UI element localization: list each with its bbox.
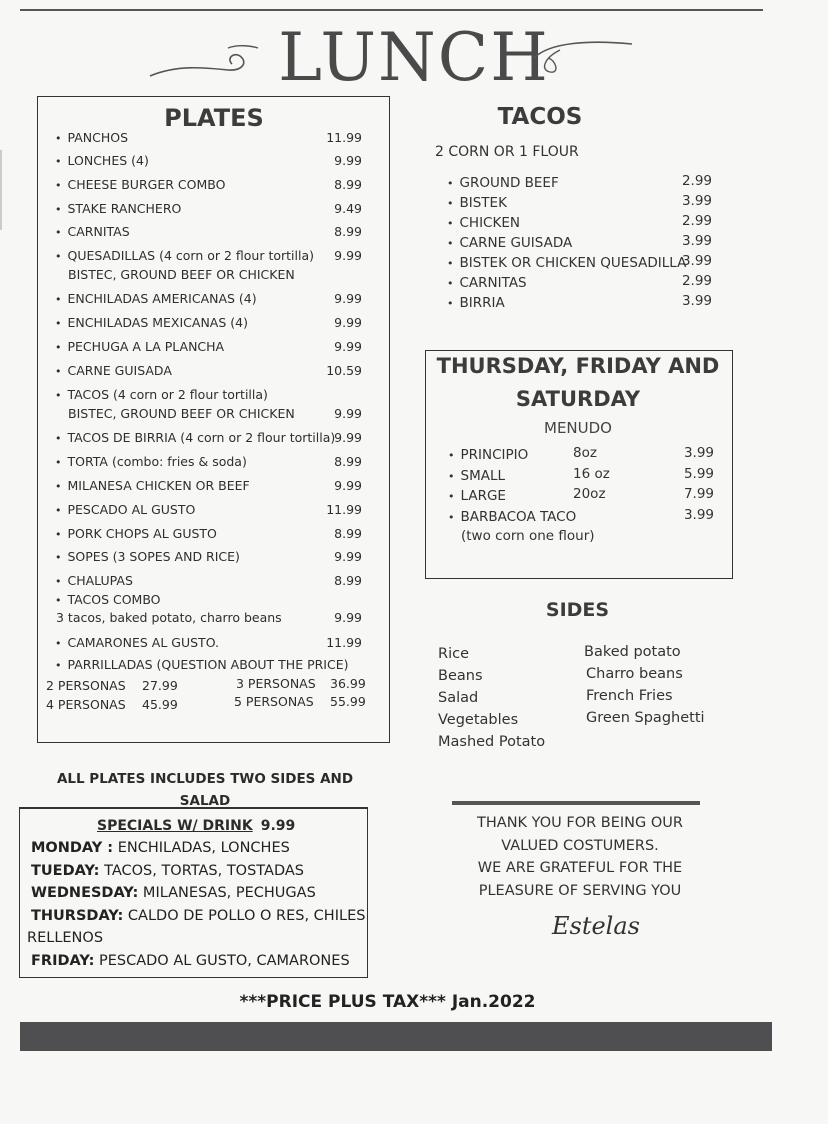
- plate-item: • CARNITAS: [55, 224, 130, 241]
- menudo-size: 16 oz: [573, 465, 610, 482]
- side-item: Mashed Potato: [438, 734, 546, 750]
- plate-price: 9.99: [334, 153, 362, 168]
- weekend-note: (two corn one flour): [461, 528, 595, 544]
- plates-heading: PLATES: [164, 104, 264, 132]
- special-day-items: ENCHILADAS, LONCHES: [113, 840, 290, 856]
- special-day-label: WEDNESDAY:: [31, 885, 139, 901]
- weekend-heading-line2: SATURDAY: [515, 387, 641, 411]
- plate-item: • PORK CHOPS AL GUSTO: [55, 526, 217, 543]
- special-day-row: [31, 882, 316, 905]
- plate-price: 9.99: [334, 610, 362, 625]
- parrillada-size: 4 PERSONAS: [46, 697, 126, 712]
- plate-item: • PANCHOS: [55, 130, 128, 147]
- special-day-items: TACOS, TORTAS, TOSTADAS: [99, 862, 304, 879]
- special-day-label: THURSDAY:: [31, 907, 124, 924]
- plate-price: 8.99: [334, 573, 362, 588]
- parrillada-price: 27.99: [142, 678, 178, 693]
- taco-item: • BISTEK: [447, 194, 507, 213]
- thank-you-line: VALUED COSTUMERS.: [501, 837, 659, 854]
- taco-price: 3.99: [681, 233, 712, 249]
- page-edge-shadow: [0, 150, 2, 230]
- side-item: Salad: [438, 690, 479, 706]
- plate-price: 9.99: [334, 430, 362, 445]
- plate-price: 11.99: [326, 635, 362, 650]
- page-title: LUNCH: [278, 19, 550, 96]
- plates-note: [55, 768, 355, 812]
- right-flourish-icon: [530, 34, 640, 82]
- menudo-price: 3.99: [683, 506, 714, 523]
- plate-item: • TACOS COMBO: [55, 592, 161, 609]
- plate-price: 8.99: [334, 177, 362, 192]
- plate-price: 9.99: [334, 291, 362, 306]
- thank-you-line: THANK YOU FOR BEING OUR: [477, 815, 683, 831]
- plate-item: • LONCHES (4): [55, 153, 149, 170]
- taco-price: 2.99: [681, 213, 712, 229]
- special-day-row: [31, 860, 304, 883]
- side-item: Baked potato: [584, 644, 681, 660]
- parrillada-size: 5 PERSONAS: [234, 694, 314, 709]
- menudo-item: • SMALL: [448, 467, 505, 486]
- taco-price: 3.99: [681, 193, 712, 209]
- weekend-heading: [425, 350, 731, 416]
- plate-price: 9.99: [334, 549, 362, 564]
- thank-you-message: [440, 812, 720, 902]
- menudo-item: • BARBACOA TACO: [448, 508, 576, 527]
- side-item: Charro beans: [586, 666, 683, 682]
- price-plus-tax-note: ***PRICE PLUS TAX*** Jan.2022: [239, 992, 536, 1012]
- plate-item: • QUESADILLAS (4 corn or 2 flour tortilla): [55, 248, 314, 265]
- menudo-price: 7.99: [683, 486, 714, 502]
- specials-price: 9.99: [260, 818, 296, 834]
- taco-price: 2.99: [681, 173, 712, 189]
- taco-item: • GROUND BEEF: [447, 174, 559, 193]
- plate-item: • PECHUGA A LA PLANCHA: [55, 339, 224, 356]
- plate-item-detail: BISTEC, GROUND BEEF OR CHICKEN: [68, 267, 295, 282]
- plate-item: • MILANESA CHICKEN OR BEEF: [55, 478, 250, 495]
- plate-price: 9.49: [334, 201, 362, 216]
- plate-item: • CAMARONES AL GUSTO.: [55, 635, 219, 652]
- plate-item: • PARRILLADAS (QUESTION ABOUT THE PRICE): [55, 657, 348, 674]
- plate-price: 10.59: [326, 363, 362, 378]
- taco-price: 3.99: [681, 253, 712, 269]
- special-day-label: TUEDAY:: [31, 862, 100, 879]
- plate-item: • TACOS (4 corn or 2 flour tortilla): [55, 387, 268, 404]
- taco-item: • CHICKEN: [447, 214, 520, 233]
- plate-item: • TACOS DE BIRRIA (4 corn or 2 flour tortilla): [55, 430, 335, 447]
- signature: Estelas: [552, 912, 640, 940]
- plate-price: 9.99: [334, 339, 362, 354]
- special-day-items: RELLENOS: [27, 930, 104, 946]
- parrillada-size: 2 PERSONAS: [46, 678, 126, 693]
- plate-price: 8.99: [334, 526, 362, 541]
- plates-note-line1: ALL PLATES INCLUDES TWO SIDES AND: [56, 771, 354, 787]
- plate-item: • CARNE GUISADA: [55, 363, 172, 380]
- weekend-heading-line1: THURSDAY, FRIDAY AND: [436, 354, 720, 378]
- menudo-item: • LARGE: [448, 487, 506, 506]
- parrillada-size: 3 PERSONAS: [236, 676, 316, 691]
- taco-item: • CARNITAS: [447, 274, 527, 293]
- plate-price: 9.99: [334, 315, 362, 330]
- tacos-heading: TACOS: [497, 104, 583, 130]
- special-day-row: [31, 905, 365, 928]
- plate-item: • TORTA (combo: fries & soda): [55, 454, 247, 471]
- special-day-label: MONDAY :: [31, 840, 114, 856]
- menudo-item: • PRINCIPIO: [448, 446, 528, 465]
- plate-price: 11.99: [326, 502, 362, 517]
- plate-price: 9.99: [334, 248, 362, 263]
- special-day-row: [31, 950, 350, 973]
- menudo-size: 8oz: [573, 445, 597, 461]
- top-rule: [20, 9, 763, 11]
- plates-note-line2: SALAD: [179, 793, 231, 809]
- plate-price: 11.99: [326, 130, 362, 145]
- plate-item: • CHEESE BURGER COMBO: [55, 177, 225, 194]
- plate-item-detail: 3 tacos, baked potato, charro beans: [56, 610, 282, 625]
- parrillada-price: 55.99: [330, 694, 366, 709]
- plate-item: • ENCHILADAS AMERICANAS (4): [55, 291, 257, 308]
- plate-item: • STAKE RANCHERO: [55, 201, 181, 218]
- taco-price: 2.99: [681, 273, 712, 289]
- sides-heading: SIDES: [545, 599, 610, 621]
- plate-item: • PESCADO AL GUSTO: [55, 502, 195, 519]
- special-day-row: [31, 837, 290, 860]
- side-item: Beans: [438, 668, 483, 684]
- special-day-label: FRIDAY:: [31, 952, 95, 969]
- plate-item: • CHALUPAS: [55, 573, 133, 590]
- specials-heading: [97, 818, 295, 834]
- tacos-subheading: 2 CORN OR 1 FLOUR: [435, 144, 579, 160]
- plate-item: • SOPES (3 SOPES AND RICE): [55, 549, 240, 566]
- parrillada-price: 45.99: [142, 697, 178, 712]
- parrillada-price: 36.99: [330, 676, 366, 691]
- side-item: Rice: [438, 646, 469, 662]
- plate-price: 8.99: [334, 224, 362, 239]
- menudo-price: 3.99: [683, 445, 714, 461]
- plate-price: 9.99: [334, 478, 362, 493]
- special-day-items: MILANESAS, PECHUGAS: [138, 885, 316, 901]
- bottom-bar: [20, 1022, 772, 1051]
- plate-item-detail: BISTEC, GROUND BEEF OR CHICKEN: [68, 406, 295, 421]
- menudo-subheading: MENUDO: [544, 419, 612, 437]
- plate-price: 9.99: [334, 406, 362, 421]
- thank-you-line: PLEASURE OF SERVING YOU: [478, 882, 682, 899]
- menudo-size: 20oz: [573, 486, 606, 502]
- taco-item: • CARNE GUISADA: [447, 234, 572, 253]
- side-item: Vegetables: [438, 712, 519, 728]
- special-day-items: CALDO DE POLLO O RES, CHILES: [123, 907, 366, 924]
- plate-price: 8.99: [334, 454, 362, 469]
- side-item: Green Spaghetti: [586, 710, 705, 726]
- taco-price: 3.99: [681, 293, 712, 309]
- specials-title: SPECIALS W/ DRINK: [97, 818, 253, 834]
- special-day-items: PESCADO AL GUSTO, CAMARONES: [94, 952, 350, 969]
- taco-item: • BIRRIA: [447, 294, 505, 313]
- special-day-row: [27, 927, 103, 950]
- menudo-price: 5.99: [683, 465, 714, 482]
- plate-item: • ENCHILADAS MEXICANAS (4): [55, 315, 248, 332]
- taco-item: • BISTEK OR CHICKEN QUESADILLA: [447, 254, 686, 273]
- thank-you-rule: [452, 801, 700, 805]
- thank-you-line: WE ARE GRATEFUL FOR THE: [477, 860, 683, 876]
- side-item: French Fries: [586, 688, 673, 704]
